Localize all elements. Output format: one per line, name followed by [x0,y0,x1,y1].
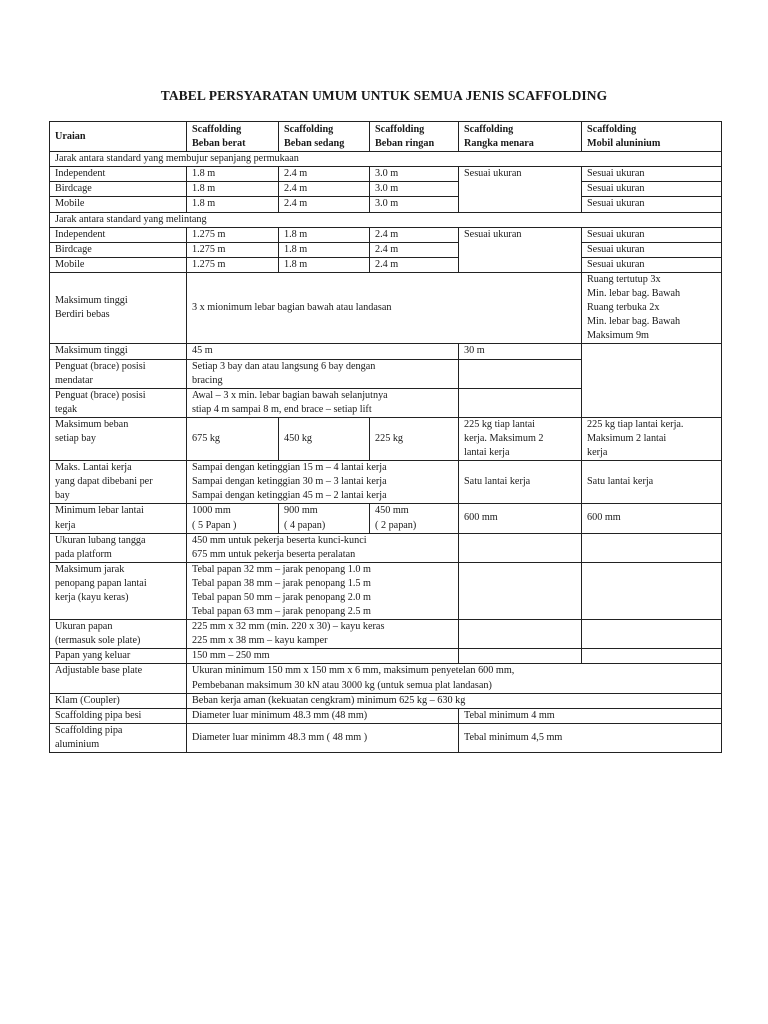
table-cell [582,344,722,417]
row-label: Birdcage [50,242,187,257]
table-cell [459,359,582,388]
table-cell: Tebal papan 32 mm – jarak penopang 1.0 m Tebal papan 38 mm – jarak penopang 1.5 m Tebal papan 50 mm – jarak penopang 2.0 m Tebal papan 63 mm – jarak penopang 2.5 m [187,562,459,619]
table-cell: 225 kg [370,417,459,460]
table-cell: 2.4 m [370,242,459,257]
table-row [50,693,722,708]
table-cell: Sesuai ukuran [582,242,722,257]
table-cell: 450 mm ( 2 papan) [370,504,459,533]
row-label: Minimum lebar lantai kerja [50,504,187,533]
table-cell: 1.8 m [279,257,370,272]
table-cell: 900 mm ( 4 papan) [279,504,370,533]
table-cell [459,533,582,562]
table-header-row [50,122,722,152]
table-cell: Sesuai ukuran [582,182,722,197]
table-row [50,620,722,649]
table-row [50,504,722,533]
table-cell: 225 kg tiap lantai kerja. Maksimum 2 lantai kerja [459,417,582,460]
table-row [50,272,722,343]
table-cell: 450 kg [279,417,370,460]
table-cell: Satu lantai kerja [582,461,722,504]
table-cell [582,562,722,619]
table-cell: 675 kg [187,417,279,460]
table-cell: Beban kerja aman (kekuatan cengkram) minimum 625 kg – 630 kg [187,693,722,708]
table-cell: 2.4 m [370,257,459,272]
table-row [50,649,722,664]
table-row [50,197,722,212]
row-label: Independent [50,227,187,242]
table-cell: Awal – 3 x min. lebar bagian bawah selanjutnya stiap 4 m sampai 8 m, end brace – setiap lift [187,388,459,417]
table-cell: 2.4 m [370,227,459,242]
table-cell: Ruang tertutup 3x Min. lebar bag. Bawah Ruang terbuka 2x Min. lebar bag. Bawah Maksimum 9m [582,272,722,343]
table-cell: 3.0 m [370,167,459,182]
document-title: TABEL PERSYARATAN UMUM UNTUK SEMUA JENIS SCAFFOLDING [160,88,608,103]
table-row [50,344,722,359]
table-row [50,167,722,182]
table-cell: 45 m [187,344,459,359]
table-cell: 2.4 m [279,182,370,197]
table-cell: Setiap 3 bay dan atau langsung 6 bay dengan bracing [187,359,459,388]
table-row [50,562,722,619]
table-cell: 225 mm x 32 mm (min. 220 x 30) – kayu keras 225 mm x 38 mm – kayu kamper [187,620,459,649]
table-cell: Diameter luar minimm 48.3 mm ( 48 mm ) [187,723,459,752]
table-cell: Tebal minimum 4 mm [459,708,722,723]
table-cell: 2.4 m [279,197,370,212]
row-label: Ukuran papan (termasuk sole plate) [50,620,187,649]
row-label: Penguat (brace) posisi tegak [50,388,187,417]
scaffolding-requirements-table [49,121,722,753]
table-cell: Diameter luar minimum 48.3 mm (48 mm) [187,708,459,723]
table-cell [582,533,722,562]
row-label: Independent [50,167,187,182]
table-cell: Tebal minimum 4,5 mm [459,723,722,752]
section-label-melintang: Jarak antara standard yang melintang [50,212,722,227]
table-cell: 1.275 m [187,242,279,257]
table-cell: 2.4 m [279,167,370,182]
row-label: Maksimum jarak penopang papan lantai kerja (kayu keras) [50,562,187,619]
table-cell: Sesuai ukuran [582,197,722,212]
table-row [50,723,722,752]
table-cell: 1.8 m [279,227,370,242]
table-cell: 1.8 m [279,242,370,257]
row-label: Maksimum beban setiap bay [50,417,187,460]
row-label: Klam (Coupler) [50,693,187,708]
header-beban-berat: Scaffolding Beban berat [187,122,279,152]
table-cell: Satu lantai kerja [459,461,582,504]
table-cell: Sesuai ukuran [582,167,722,182]
table-cell: 1.8 m [187,197,279,212]
table-cell: 600 mm [582,504,722,533]
table-row [50,242,722,257]
header-mobil-aluminium: Scaffolding Mobil aluninium [582,122,722,152]
row-label: Maks. Lantai kerja yang dapat dibebani per bay [50,461,187,504]
header-beban-ringan: Scaffolding Beban ringan [370,122,459,152]
row-label: Ukuran lubang tangga pada platform [50,533,187,562]
table-row [50,461,722,504]
header-rangka-menara: Scaffolding Rangka menara [459,122,582,152]
table-cell: Sesuai ukuran [459,227,582,272]
table-row [50,533,722,562]
table-row [50,257,722,272]
table-row [50,227,722,242]
table-cell [582,620,722,649]
row-label: Adjustable base plate [50,664,187,693]
table-cell: 1000 mm ( 5 Papan ) [187,504,279,533]
table-cell: 150 mm – 250 mm [187,649,459,664]
row-label: Papan yang keluar [50,649,187,664]
table-cell [459,649,582,664]
table-cell: 450 mm untuk pekerja beserta kunci-kunci 675 mm untuk pekerja beserta peralatan [187,533,459,562]
table-cell [459,388,582,417]
row-label: Maksimum tinggi Berdiri bebas [50,272,187,343]
table-cell [582,649,722,664]
row-label: Maksimum tinggi [50,344,187,359]
row-label: Penguat (brace) posisi mendatar [50,359,187,388]
table-cell: Sampai dengan ketinggian 15 m – 4 lantai kerja Sampai dengan ketinggian 30 m – 3 lantai kerja Sampai dengan ketinggian 45 m – 2 lantai kerja [187,461,459,504]
section-label-row [50,212,722,227]
table-cell: 1.8 m [187,182,279,197]
table-cell: 3 x mionimum lebar bagian bawah atau landasan [187,272,582,343]
header-uraian: Uraian [50,122,187,152]
table-row [50,417,722,460]
table-cell: 1.8 m [187,167,279,182]
table-cell [459,620,582,649]
table-row [50,182,722,197]
table-cell: Sesuai ukuran [459,167,582,212]
table-cell: 600 mm [459,504,582,533]
table-cell: Sesuai ukuran [582,257,722,272]
row-label: Mobile [50,197,187,212]
row-label: Scaffolding pipa aluminium [50,723,187,752]
row-label: Mobile [50,257,187,272]
table-row [50,664,722,693]
table-row [50,708,722,723]
table-cell [459,562,582,619]
table-cell: 1.275 m [187,227,279,242]
header-beban-sedang: Scaffolding Beban sedang [279,122,370,152]
row-label: Scaffolding pipa besi [50,708,187,723]
table-cell: 3.0 m [370,182,459,197]
table-cell: Sesuai ukuran [582,227,722,242]
row-label: Birdcage [50,182,187,197]
table-cell: 3.0 m [370,197,459,212]
section-label-row [50,152,722,167]
table-cell: 1.275 m [187,257,279,272]
section-label-membujur: Jarak antara standard yang membujur sepanjang permukaan [50,152,722,167]
table-cell: 30 m [459,344,582,359]
table-cell: Ukuran minimum 150 mm x 150 mm x 6 mm, maksimum penyetelan 600 mm, Pembebanan maksimum 30 kN atau 3000 kg (untuk semua plat landasan) [187,664,722,693]
table-cell: 225 kg tiap lantai kerja. Maksimum 2 lantai kerja [582,417,722,460]
